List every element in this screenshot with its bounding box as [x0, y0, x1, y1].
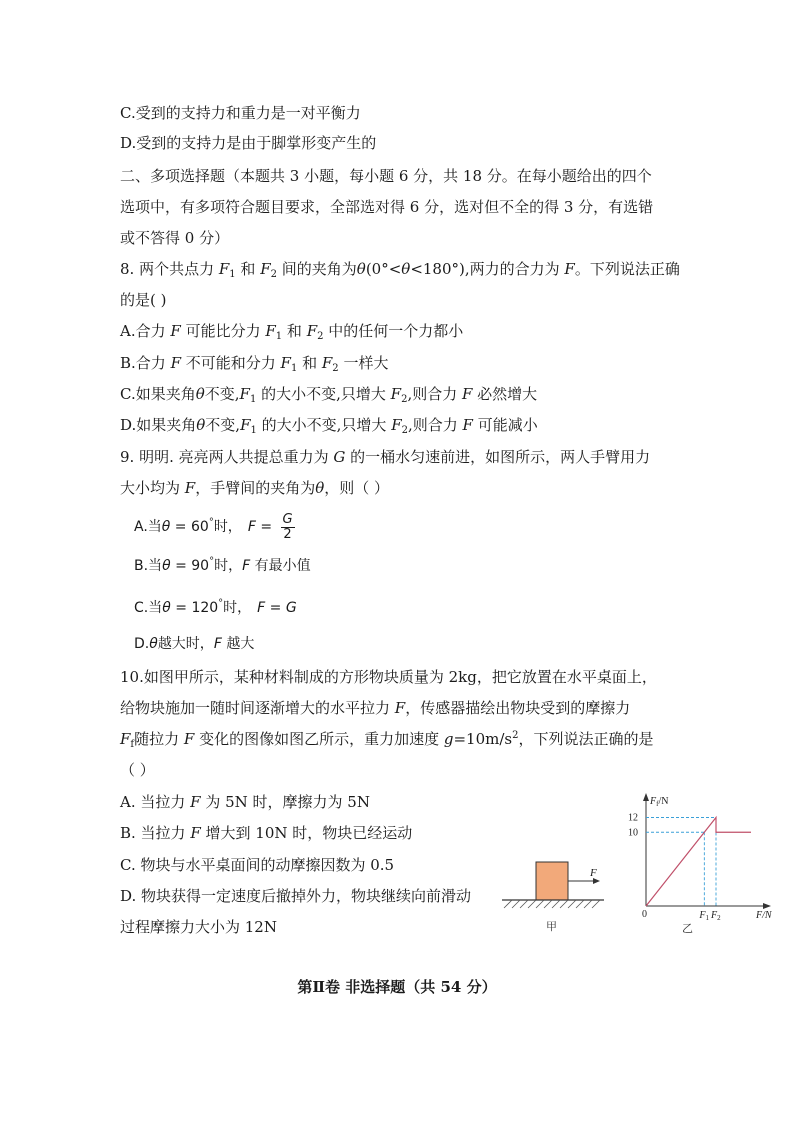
q10-stem-line4: （ ）	[120, 761, 155, 779]
q9-stem-line1: 9. 明明. 亮亮两人共提总重力为 G 的一桶水匀速前进，如图所示，两人手臂用力	[120, 448, 651, 466]
origin-label: 0	[642, 909, 647, 920]
block	[536, 862, 568, 900]
q8-option-c: C.如果夹角θ不变$,F_1$ 的大小不变,只增大 $F_2$,则合力 F 必然增大	[120, 385, 538, 405]
q8-option-d: D.如果夹角θ不变$,F_1$ 的大小不变,只增大 $F_2$,则合力 F 可能减小	[120, 416, 538, 436]
q7-option-c: C.受到的支持力和重力是一对平衡力	[120, 104, 361, 122]
x-tick-label: $F_2$	[711, 910, 721, 922]
q8-stem: 8. 两个共点力 $F_1$ 和 $F_2$ 间的夹角为θ(0°<θ<180°),两力的合力为 F。下列说法正确	[120, 260, 680, 280]
figure-yi-chart	[626, 788, 786, 938]
q10-stem-line1: 10.如图甲所示，某种材料制成的方形物块质量为 2kg，把它放置在水平桌面上，	[120, 668, 657, 686]
friction-line	[646, 818, 751, 907]
q9-option-d: D.θ越大时，F 越大	[134, 636, 255, 652]
table-hatching	[504, 900, 600, 908]
figure-yi-caption: 乙	[682, 923, 693, 935]
q9-option-b: B.当θ = 90°时，F 有最小值	[134, 556, 311, 574]
section2-line2: 选项中，有多项符合题目要求，全部选对得 6 分，选对但不全的得 3 分，有选错	[120, 198, 654, 216]
y-axis-arrow	[643, 793, 649, 801]
y-tick-label: 10	[628, 827, 638, 839]
x-tick-label: $F_1$	[699, 910, 709, 922]
q8-option-a: A.合力 F 可能比分力 $F_1$ 和 $F_2$ 中的任何一个力都小	[120, 322, 464, 342]
q10-stem-line3: $F_f$随拉力 F 变化的图像如图乙所示，重力加速度 $g=10m/s^2$，下列说法正确的是	[120, 730, 654, 750]
q10-option-b: B. 当拉力 F 增大到 10N 时，物块已经运动	[120, 824, 413, 842]
q7-option-d: D.受到的支持力是由于脚掌形变产生的	[120, 134, 377, 152]
section2-line1: 二、多项选择题（本题共 3 小题，每小题 6 分，共 18 分。在每小题给出的四个	[120, 167, 652, 185]
q9-option-a: A.当θ = 60°时， F = $\frac{G}{2}$	[134, 511, 293, 542]
q8-option-b: B.合力 F 不可能和分力 $F_1$ 和 $F_2$ 一样大	[120, 354, 389, 374]
section-title: 第Ⅱ卷 非选择题（共 54 分）	[297, 978, 497, 996]
x-axis-arrow	[763, 903, 771, 909]
q8-stem-line2: 的是( )	[120, 291, 167, 309]
force-label: F	[590, 867, 597, 879]
q10-option-d-line1: D. 物块获得一定速度后撤掉外力，物块继续向前滑动	[120, 887, 472, 905]
figure-jia-caption: 甲	[546, 921, 557, 933]
q10-option-a: A. 当拉力 F 为 5N 时，摩擦力为 5N	[120, 793, 370, 811]
fraction-g-over-2: $\frac{G}{2}$	[282, 511, 293, 542]
y-axis-label: $F_f/N$	[650, 796, 669, 808]
q9-stem-line2: 大小均为 F，手臂间的夹角为θ，则（ ）	[120, 479, 390, 497]
q10-option-c: C. 物块与水平桌面间的动摩擦因数为 0.5	[120, 856, 395, 874]
x-axis-label: F/N	[756, 910, 772, 921]
y-tick-label: 12	[628, 812, 638, 824]
figure-jia	[500, 852, 615, 938]
q9-option-c: C.当θ = 120°时， F = G	[134, 598, 297, 616]
section2-line3: 或不答得 0 分）	[120, 229, 230, 247]
q10-option-d-line2: 过程摩擦力大小为 12N	[120, 918, 277, 936]
q10-stem-line2: 给物块施加一随时间逐渐增大的水平拉力 F，传感器描绘出物块受到的摩擦力	[120, 699, 631, 717]
